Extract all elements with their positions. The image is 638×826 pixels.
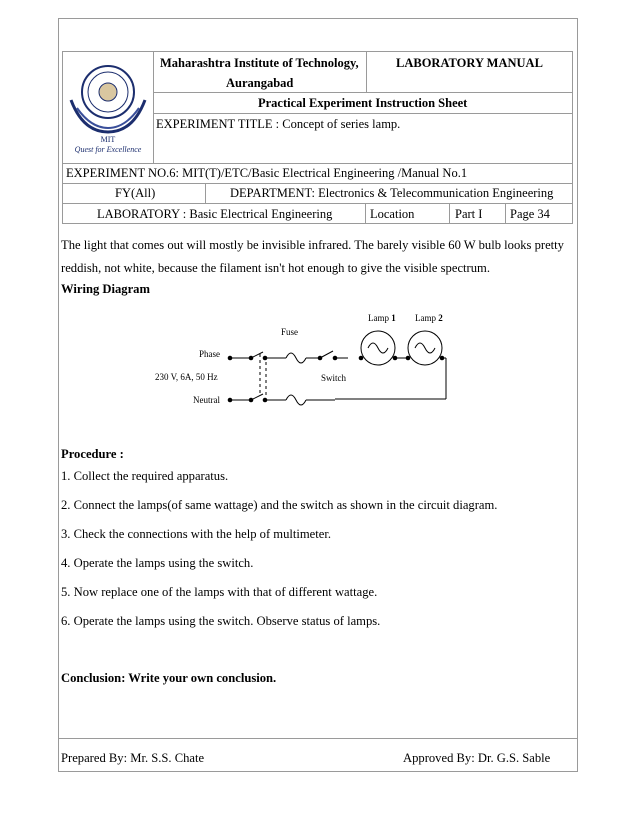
approved-by: Approved By: Dr. G.S. Sable [403,751,551,765]
institute-city: Aurangabad [226,76,294,90]
experiment-no-cell [62,163,573,184]
procedure-step: 1. Collect the required apparatus. [61,469,229,483]
procedure-step: 6. Operate the lamps using the switch. Observe status of lamps. [61,614,381,628]
manual-title: LABORATORY MANUAL [396,56,543,70]
wiring-diagram [150,308,460,413]
procedure-step: 4. Operate the lamps using the switch. [61,556,254,570]
page-number-cell [505,203,573,224]
procedure-step: 2. Connect the lamps(of same wattage) and the switch as shown in the circuit diagram. [61,498,498,512]
phase-label: Phase [199,349,220,359]
procedure-step: 5. Now replace one of the lamps with that of different wattage. [61,585,378,599]
experiment-title: EXPERIMENT TITLE : Concept of series lamp. [156,117,401,131]
supply-label: 230 V, 6A, 50 Hz [155,372,218,382]
prepared-by: Prepared By: Mr. S.S. Chate [61,751,205,765]
mit-logo-icon [63,52,153,163]
sheet-title: Practical Experiment Instruction Sheet [258,96,468,110]
logo-text: MIT [100,135,116,144]
wiring-heading: Wiring Diagram [61,282,150,296]
logo-cell [62,51,154,164]
sheet-title-cell [153,92,573,114]
neutral-label: Neutral [193,395,220,405]
manual-title-cell [366,51,573,93]
location: Location [370,207,415,221]
intro-line-2: reddish, not white, because the filament isn't hot enough to give the visible spectrum. [61,261,490,275]
year: FY(All) [115,186,156,200]
logo-tagline: Quest for Excellence [74,145,142,154]
experiment-title-cell [153,113,573,164]
year-cell [62,183,206,204]
fuse-label: Fuse [281,327,299,337]
lamp-2-label: Lamp 2 [415,313,443,323]
lamp-1-label: Lamp 1 [368,313,396,323]
laboratory-cell [62,203,366,224]
footer-divider [58,738,578,739]
part-cell [449,203,506,224]
part: Part I [455,207,483,221]
department: DEPARTMENT: Electronics & Telecommunication Engineering [230,186,554,200]
institute-name: Maharashtra Institute of Technology, [160,56,359,70]
switch-label: Switch [321,373,347,383]
page-number: Page 34 [510,207,550,221]
conclusion: Conclusion: Write your own conclusion. [61,671,277,685]
department-cell [205,183,573,204]
intro-line-1: The light that comes out will mostly be invisible infrared. The barely visible 60 W bulb looks pretty [61,238,564,252]
experiment-no: EXPERIMENT NO.6: MIT(T)/ETC/Basic Electrical Engineering /Manual No.1 [66,166,468,180]
laboratory: LABORATORY : Basic Electrical Engineering [97,207,333,221]
institute-cell [153,51,367,93]
procedure-step: 3. Check the connections with the help of multimeter. [61,527,332,541]
procedure-heading: Procedure : [61,447,124,461]
location-cell [365,203,450,224]
